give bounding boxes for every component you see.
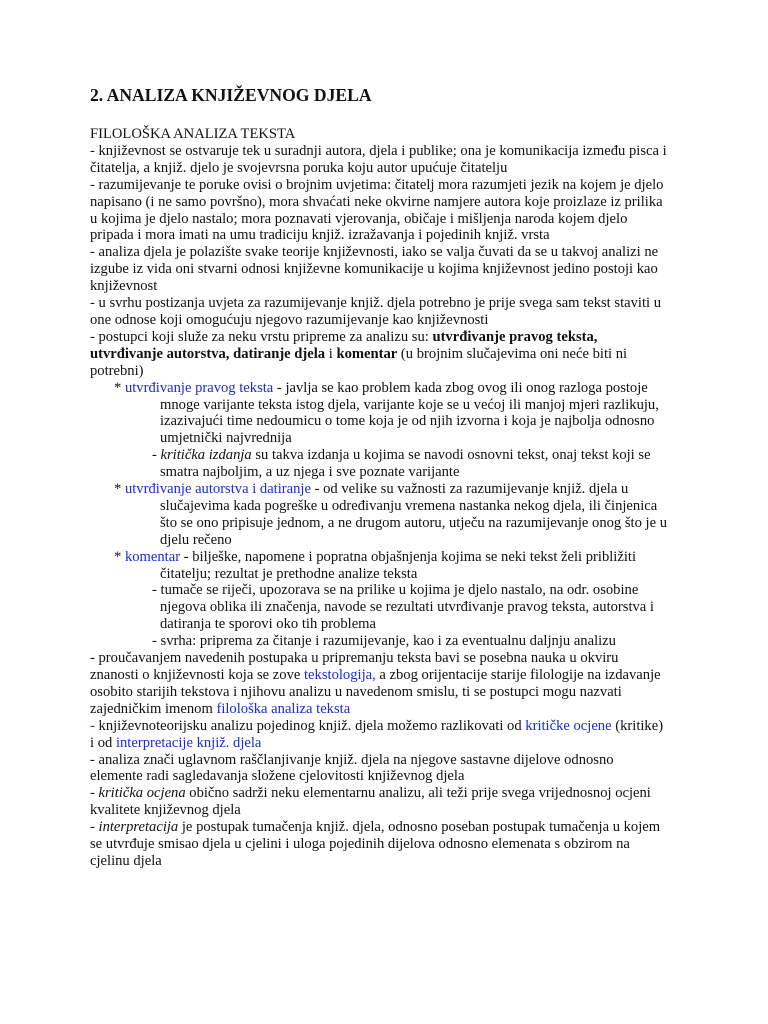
p6-text-a: - proučavanjem navedenih postupaka u pripremanju teksta bavi se posebna nauka u okviru znanosti o književnosti koja se zove bbox=[90, 650, 619, 683]
sub-item-kriticka-izdanja bbox=[90, 447, 668, 481]
p10-dash: - bbox=[90, 819, 99, 836]
sub-item-svrha: - svrha: priprema za čitanje i razumijevanje, kao i za eventualnu daljnju analizu bbox=[152, 633, 616, 650]
list-item-komentar bbox=[90, 549, 668, 583]
section-title: FILOLOŠKA ANALIZA TEKSTA bbox=[90, 126, 296, 142]
list-item-autorstva bbox=[90, 481, 668, 549]
paragraph-8: - analiza znači uglavnom raščlanjivanje knjiž. djela na njegove sastavne dijelove odnosno elemente radi sagledavanja složene cjelovitosti književnog djela bbox=[90, 751, 614, 785]
paragraph-2: - razumijevanje te poruke ovisi o brojnim uvjetima: čitatelj mora razumjeti jezik na kojem je djelo napisano (i ne samo površno), mora shvaćati neke okvirne namjere autora koje proizlaze iz prilika u kojima je djelo nastalo; mora poznavati vjerovanja, običaje i mišljenja naroda kojem djelo pripada i mora imati na umu tradiciju knjiž. izražavanja i pojedinih knjiž. vrsta bbox=[90, 176, 664, 244]
p7-dash: - bbox=[90, 717, 95, 734]
bullet-2: * bbox=[114, 481, 125, 498]
term-pravog-teksta: utvrđivanje pravog teksta bbox=[124, 379, 274, 396]
term-kriticka-ocjena: kritička ocjena bbox=[98, 785, 186, 802]
paragraph-7 bbox=[90, 718, 668, 752]
term-filoloska-analiza: filološka analiza teksta bbox=[216, 700, 351, 717]
p6-text-c: a zbog orijentacije starije filologije na izdavanje osobito starijih tekstova i njihovu analizu u navedenom smislu, ti se postupci mogu nazvati zajedničkim imenom bbox=[90, 667, 661, 717]
chapter-heading: 2. ANALIZA KNJIŽEVNOG DJELA bbox=[90, 85, 372, 105]
term-kriticka-izdanja: kritička izdanja bbox=[160, 447, 252, 464]
paragraph-9 bbox=[90, 785, 668, 819]
sub-item1-text: su takva izdanja u kojima se navodi osnovni tekst, onaj tekst koji se smatra najboljim, a uz njega i sve poznate varijante bbox=[160, 447, 651, 481]
paragraph-4: - u svrhu postizanja uvjeta za razumijevanje knjiž. djela potrebno je prije svega sam tekst staviti u one odnose koji omogućuju njegovo razumijevanje kao književnosti bbox=[90, 295, 662, 328]
term-autorstva: utvrđivanje autorstva i datiranje bbox=[124, 481, 311, 498]
term-interpretacije: interpretacije knjiž. djela bbox=[115, 734, 262, 751]
paragraph-5 bbox=[90, 329, 668, 380]
paragraph-1: - književnost se ostvaruje tek u suradnji autora, djela i publike; ona je komunikacija između pisca i čitatelja, a knjiž. djelo je svojevrsna poruka koju autor upućuje čitatelju bbox=[90, 142, 667, 176]
p9-text-c: obično sadrži neku elementarnu analizu, ali teži prije svega vrijednosnoj ocjeni kvalitete književnog djela bbox=[90, 785, 651, 819]
p5-bold-komentar: komentar bbox=[336, 345, 398, 362]
sub-item-tumace: - tumače se riječi, upozorava se na prilike u kojima je djelo nastalo, na odr. osobine njegova oblika ili značenja, navode se rezultati utvrđivanje pravog teksta, autorstva i datiranja te sporovi oko tih problema bbox=[152, 582, 654, 633]
paragraph-10 bbox=[90, 819, 668, 870]
bullet-3: * bbox=[114, 548, 125, 565]
item3-text: - bilješke, napomene i popratna objašnjenja kojima se neki tekst želi približiti čitatelju; rezultat je prethodne analize teksta bbox=[160, 548, 637, 582]
p9-dash: - bbox=[90, 785, 99, 802]
item1-text: - javlja se kao problem kada zbog ovog ili onog razloga postoje mnoge varijante teksta istog djela, varijante koje se u većoj ili manjoj mjeri razlikuju, izazivajući time nedoumicu o tome koja je od njih izvorna i koja je najbolja odnosno umjetnički najvrednija bbox=[160, 379, 659, 447]
paragraph-3: - analiza djela je polazište svake teorije književnosti, iako se valja čuvati da se u takvoj analizi ne izgube iz vida oni stvarni odnosi književne komunikacije u kojima književnost jedino postoji kao književnost bbox=[90, 244, 659, 295]
p5-text-a: - postupci koji služe za neku vrstu pripreme za analizu su: bbox=[90, 328, 433, 345]
term-komentar: komentar bbox=[124, 548, 181, 565]
paragraph-6 bbox=[90, 650, 668, 718]
bullet-1: * bbox=[114, 379, 125, 396]
p5-text-e: (u brojnim slučajevima oni neće biti ni potrebni) bbox=[90, 345, 628, 379]
p5-bold-terms: utvrđivanje pravog teksta, utvrđivanje autorstva, datiranje djela bbox=[90, 328, 598, 362]
item2-text: - od velike su važnosti za razumijevanje knjiž. djela u slučajevima kada pogreške u određivanju vremena nastanka nekog djela, ili činjenica što se ono pripisuje jednom, a ne drugom autoru, utječu na razumijevanje onog što je u djelu rečeno bbox=[160, 481, 668, 548]
p7-text-b: književnoteorijsku analizu pojedinog knjiž. djela možemo razlikovati od bbox=[94, 717, 526, 734]
term-tekstologija: tekstologija, bbox=[304, 667, 376, 683]
list-item-pravog-teksta bbox=[90, 380, 668, 448]
p10-text-c: je postupak tumačenja knjiž. djela, odnosno poseban postupak tumačenja u kojem se utvrđuje smisao djela u cjelini i uloga pojedinih dijelova odnosno elemenata s obzirom na cjelinu djela bbox=[90, 819, 661, 869]
p7-text-d: (kritike) i od bbox=[90, 717, 664, 751]
sub-dash-1: - bbox=[152, 447, 161, 464]
p5-text-c: i bbox=[325, 345, 337, 362]
term-interpretacija: interpretacija bbox=[98, 819, 179, 836]
term-kriticke-ocjene: kritičke ocjene bbox=[525, 717, 612, 734]
